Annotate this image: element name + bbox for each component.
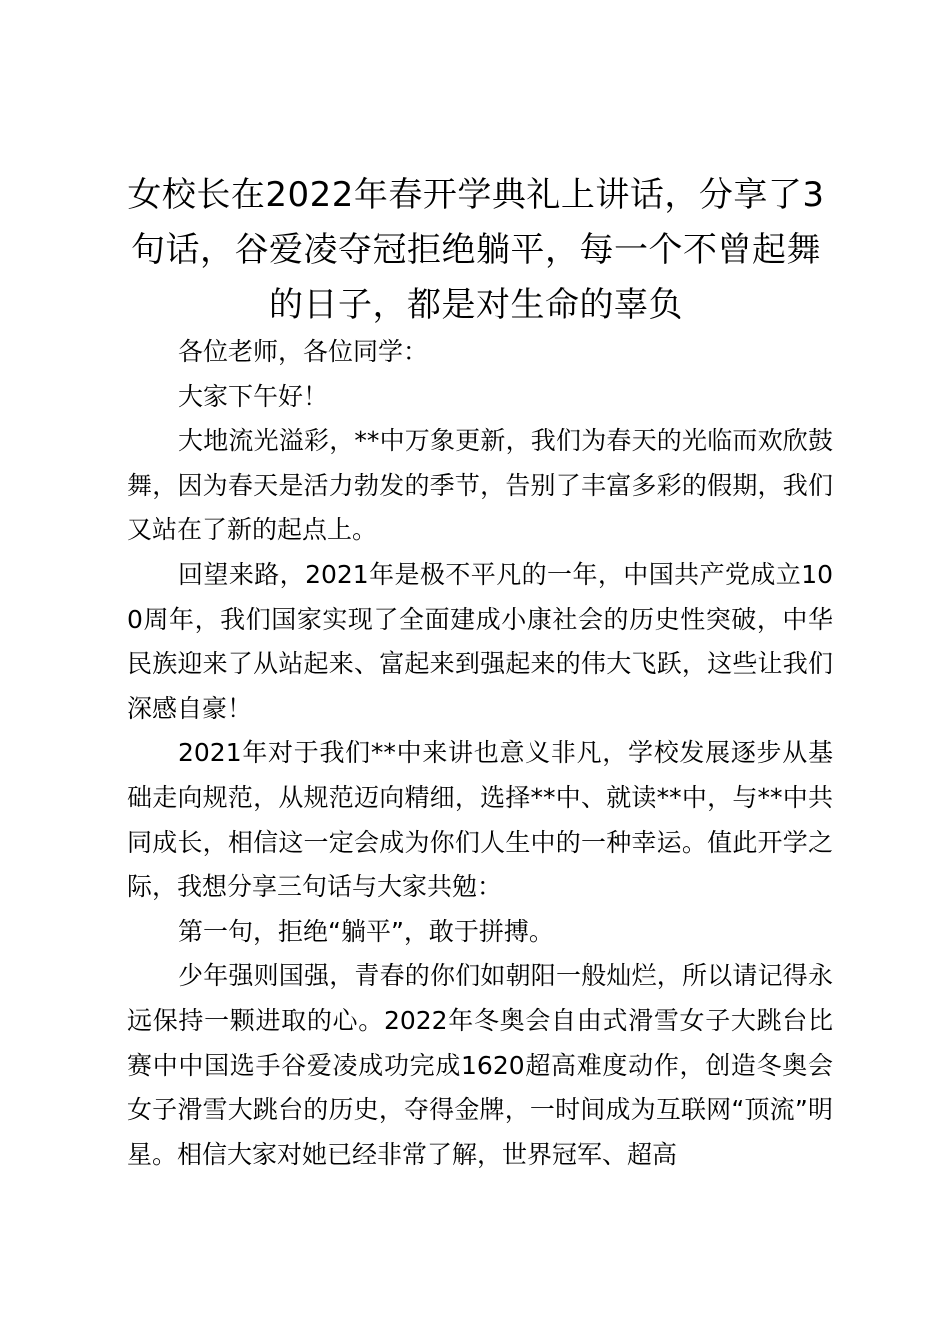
document-body bbox=[127, 330, 833, 1177]
paragraph-greeting: 各位老师，各位同学： bbox=[178, 337, 429, 366]
paragraph: 少年强则国强，青春的你们如朝阳一般灿烂，所以请记得永远保持一颗进取的心。2022年冬奥会自由式滑雪女子大跳台比赛中中国选手谷爱凌成功完成1620超高难度动作，创造冬奥会女子滑雪大跳台的历史，夺得金牌，一时间成为互联网“顶流”明星。相信大家对她已经非常了解，世界冠军、超高 bbox=[127, 961, 833, 1169]
paragraph: 2021年对于我们**中来讲也意义非凡，学校发展逐步从基础走向规范，从规范迈向精细，选择**中、就读**中，与**中共同成长，相信这一定会成为你们人生中的一种幸运。值此开学之际，我想分享三句话与大家共勉： bbox=[127, 738, 833, 902]
paragraph: 大地流光溢彩，**中万象更新，我们为春天的光临而欢欣鼓舞，因为春天是活力勃发的季节，告别了丰富多彩的假期，我们又站在了新的起点上。 bbox=[127, 426, 833, 545]
paragraph-salutation: 大家下午好！ bbox=[178, 381, 329, 411]
section-heading: 第一句，拒绝“躺平”，敢于拼搏。 bbox=[178, 916, 554, 946]
document-title: 女校长在2022年春开学典礼上讲话，分享了3句话，谷爱凌夺冠拒绝躺平，每一个不曾起舞的日子，都是对生命的辜负 bbox=[127, 175, 825, 325]
paragraph: 回望来路，2021年是极不平凡的一年，中国共产党成立100周年，我们国家实现了全面建成小康社会的历史性突破，中华民族迎来了从站起来、富起来到强起来的伟大飞跃，这些让我们深感自豪！ bbox=[127, 559, 833, 723]
